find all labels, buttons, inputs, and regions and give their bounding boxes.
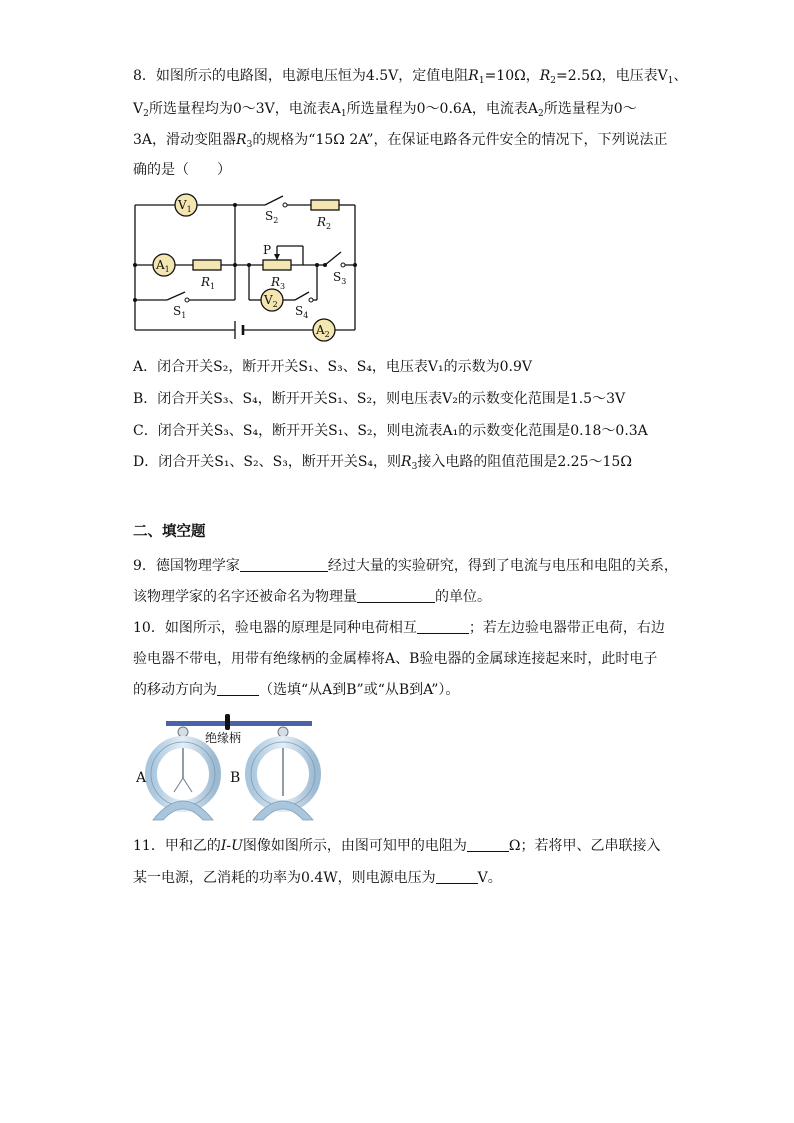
q8-stem-line-2 — [133, 99, 637, 119]
q9-text: 9．德国物理学家 — [133, 558, 240, 574]
r-symbol: R — [468, 68, 479, 84]
s3-label: $S_3$ — [333, 270, 347, 286]
q11-text: Ω；若将甲、乙串联接入 — [508, 838, 661, 854]
answer-blank[interactable] — [436, 869, 478, 884]
q8-text: 所选量程均为0～3V，电流表A — [148, 101, 341, 117]
q11-line-1 — [133, 836, 661, 856]
label-a: A — [136, 770, 147, 786]
q10-line-2: 验电器不带电，用带有绝缘柄的金属棒将A、B验电器的金属球连接起来时，此时电子 — [133, 651, 658, 667]
insulated-handle — [225, 714, 230, 730]
iu-symbol: I-U — [220, 838, 243, 854]
answer-blank[interactable] — [217, 681, 259, 696]
answer-blank[interactable] — [417, 619, 469, 634]
q8-text: 所选量程为0～ — [543, 101, 637, 117]
s1-label: $S_1$ — [173, 304, 187, 320]
q8-option-d — [133, 452, 632, 472]
q8-text: =10Ω， — [484, 68, 540, 84]
q8-option-a: A．闭合开关S₂，断开开关S₁、S₃、S₄，电压表V₁的示数为0.9V — [133, 359, 533, 375]
q11-text: V。 — [477, 870, 502, 886]
r1-label: $R_1$ — [201, 275, 216, 291]
q8-text: 3A，滑动变阻器 — [133, 132, 237, 148]
subscript: 1 — [667, 76, 674, 86]
r-symbol: R — [539, 68, 551, 84]
q9-text: 该物理学家的名字还被命名为物理量 — [133, 589, 357, 605]
q10-line-3 — [133, 680, 459, 700]
subscript: 3 — [411, 462, 418, 472]
q9-text: 经过大量的实验研究，得到了电流与电压和电阻的关系， — [327, 558, 678, 574]
electroscope-b — [251, 727, 315, 820]
q8-option-c: C．闭合开关S₃、S₄，断开开关S₁、S₂，则电流表A₁的示数变化范围是0.18～0.3A — [133, 423, 648, 439]
q8-text: 、 — [673, 68, 688, 84]
q8-text: 接入电路的阻值范围是2.25～15Ω — [417, 454, 632, 470]
q8-text: D．闭合开关S₁、S₂、S₃，断开开关S₄，则 — [133, 454, 402, 470]
metal-rod — [166, 721, 312, 726]
q8-stem-line-1 — [133, 66, 687, 86]
q11-text: 图像如图所示，由图可知甲的电阻为 — [242, 838, 467, 854]
q8-text: =2.5Ω，电压表V — [556, 68, 668, 84]
circuit-diagram — [125, 190, 370, 345]
answer-blank[interactable] — [240, 557, 328, 572]
subscript: 2 — [538, 109, 544, 119]
r-symbol: R — [401, 454, 412, 470]
subscript: 1 — [478, 76, 485, 86]
p-label: P — [263, 243, 272, 257]
q8-text: 8．如图所示的电路图，电源电压恒为4.5V，定值电阻 — [133, 68, 469, 84]
a1-label: $A_1$ — [156, 258, 170, 274]
q10-text: 10．如图所示，验电器的原理是同种电荷相互 — [133, 620, 417, 636]
q9-text: 的单位。 — [435, 589, 491, 605]
a2-label: $A_2$ — [316, 323, 330, 339]
r-symbol: R — [236, 132, 247, 148]
answer-blank[interactable] — [357, 588, 435, 603]
v1-label: $V_1$ — [178, 198, 192, 214]
section-title: 二、填空题 — [133, 523, 206, 540]
label-b: B — [230, 770, 241, 786]
subscript: 3 — [246, 140, 253, 150]
q10-line-1 — [133, 618, 665, 638]
subscript: 2 — [550, 76, 556, 86]
q8-text: 所选量程为0～0.6A，电流表A — [346, 101, 539, 117]
q10-text: （选填“从A到B”或“从B到A”）。 — [259, 682, 460, 698]
q9-line-2 — [133, 587, 491, 607]
q8-stem-line-3 — [133, 130, 667, 150]
q8-option-b: B．闭合开关S₃、S₄，断开开关S₁、S₂，则电压表V₂的示数变化范围是1.5～3V — [133, 391, 626, 407]
answer-blank[interactable] — [467, 837, 509, 852]
q11-text: 某一电源，乙消耗的功率为0.4W，则电源电压为 — [133, 870, 436, 886]
subscript: 1 — [340, 109, 347, 119]
q10-text: 的移动方向为 — [133, 682, 217, 698]
q8-text: 的规格为“15Ω 2A”，在保证电路各元件安全的情况下，下列说法正 — [252, 132, 668, 148]
s4-label: $S_4$ — [295, 304, 309, 320]
r2-label: $R_2$ — [317, 215, 332, 231]
handle-label: 绝缘柄 — [205, 731, 242, 745]
s2-label: $S_2$ — [265, 209, 279, 225]
q10-text: ；若左边验电器带正电荷，右边 — [468, 620, 665, 636]
v2-label: $V_2$ — [264, 293, 278, 309]
electroscope-figure — [133, 712, 333, 824]
q11-line-2 — [133, 868, 502, 888]
q9-line-1 — [133, 556, 678, 576]
q11-text: 11．甲和乙的 — [133, 838, 221, 854]
subscript: 2 — [143, 109, 149, 119]
q8-stem-line-4: 确的是（ ） — [133, 162, 231, 178]
r3-label: $R_3$ — [271, 275, 286, 291]
q8-text: V — [133, 101, 144, 117]
